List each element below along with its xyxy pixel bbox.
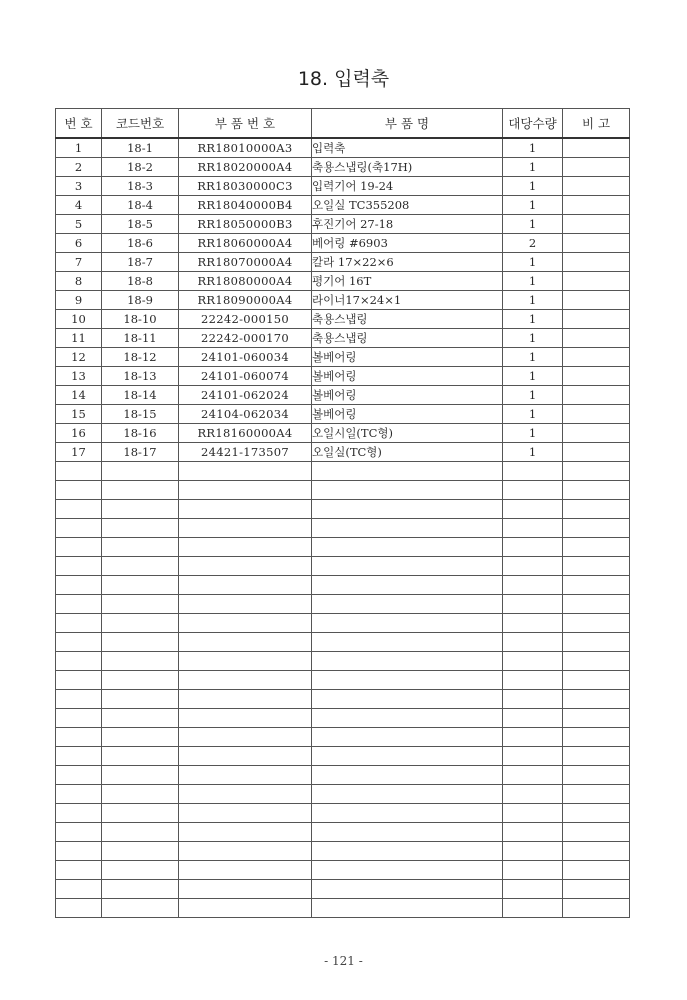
cell-name (312, 557, 503, 576)
cell-remark (563, 348, 630, 367)
cell-no: 15 (56, 405, 102, 424)
cell-remark (563, 576, 630, 595)
cell-remark (563, 462, 630, 481)
cell-code (102, 652, 179, 671)
cell-no (56, 538, 102, 557)
table-row (56, 177, 630, 196)
cell-remark (563, 424, 630, 443)
cell-name (312, 500, 503, 519)
empty-table-row (56, 728, 630, 747)
cell-code: 18-4 (102, 196, 179, 215)
empty-table-row (56, 519, 630, 538)
cell-name: 볼베어링 (312, 367, 503, 386)
table-row (56, 310, 630, 329)
table-row (56, 138, 630, 158)
cell-qty (503, 576, 563, 595)
cell-remark (563, 671, 630, 690)
cell-no (56, 880, 102, 899)
table-row (56, 291, 630, 310)
cell-part-no (179, 804, 312, 823)
cell-no: 10 (56, 310, 102, 329)
cell-no (56, 899, 102, 918)
cell-part-no (179, 481, 312, 500)
cell-qty (503, 861, 563, 880)
cell-part-no: 24101-062024 (179, 386, 312, 405)
cell-no: 3 (56, 177, 102, 196)
page-number: - 121 - (324, 954, 363, 968)
cell-code: 18-16 (102, 424, 179, 443)
cell-no: 13 (56, 367, 102, 386)
cell-part-no (179, 557, 312, 576)
cell-part-no: RR18060000A4 (179, 234, 312, 253)
table-header-row (56, 109, 630, 139)
cell-name (312, 728, 503, 747)
cell-part-no: 24104-062034 (179, 405, 312, 424)
table-body (56, 138, 630, 918)
cell-qty (503, 880, 563, 899)
cell-code: 18-15 (102, 405, 179, 424)
cell-qty: 1 (503, 177, 563, 196)
cell-part-no: RR18070000A4 (179, 253, 312, 272)
cell-qty: 1 (503, 329, 563, 348)
cell-name (312, 462, 503, 481)
cell-part-no (179, 880, 312, 899)
table-row (56, 405, 630, 424)
cell-no (56, 519, 102, 538)
empty-table-row (56, 861, 630, 880)
header-qty: 대당수량 (503, 109, 563, 139)
cell-no: 9 (56, 291, 102, 310)
table-row (56, 424, 630, 443)
cell-part-no: RR18040000B4 (179, 196, 312, 215)
cell-qty: 1 (503, 367, 563, 386)
cell-part-no: 24101-060034 (179, 348, 312, 367)
cell-part-no (179, 538, 312, 557)
header-name: 부 품 명 (312, 109, 503, 139)
cell-name (312, 595, 503, 614)
cell-qty: 1 (503, 348, 563, 367)
cell-no (56, 804, 102, 823)
header-no: 번 호 (56, 109, 102, 139)
table-row (56, 329, 630, 348)
empty-table-row (56, 690, 630, 709)
cell-remark (563, 234, 630, 253)
cell-remark (563, 595, 630, 614)
empty-table-row (56, 633, 630, 652)
header-code: 코드번호 (102, 109, 179, 139)
cell-qty (503, 462, 563, 481)
cell-part-no: 22242-000150 (179, 310, 312, 329)
cell-qty (503, 709, 563, 728)
cell-name: 평기어 16T (312, 272, 503, 291)
table-row (56, 443, 630, 462)
cell-no (56, 709, 102, 728)
cell-no (56, 595, 102, 614)
cell-name: 오일실(TC형) (312, 443, 503, 462)
cell-qty (503, 690, 563, 709)
cell-remark (563, 842, 630, 861)
cell-part-no: RR18090000A4 (179, 291, 312, 310)
cell-name (312, 766, 503, 785)
cell-name (312, 576, 503, 595)
cell-code (102, 462, 179, 481)
cell-part-no (179, 633, 312, 652)
cell-no: 12 (56, 348, 102, 367)
empty-table-row (56, 785, 630, 804)
cell-remark (563, 652, 630, 671)
cell-no: 7 (56, 253, 102, 272)
cell-code (102, 481, 179, 500)
cell-name (312, 709, 503, 728)
cell-part-no (179, 519, 312, 538)
cell-qty: 1 (503, 272, 563, 291)
cell-name (312, 747, 503, 766)
empty-table-row (56, 614, 630, 633)
empty-table-row (56, 880, 630, 899)
cell-name: 오일실 TC355208 (312, 196, 503, 215)
cell-code (102, 861, 179, 880)
cell-remark (563, 690, 630, 709)
cell-no (56, 842, 102, 861)
cell-name: 축용스냅링 (312, 310, 503, 329)
cell-no (56, 671, 102, 690)
cell-code: 18-10 (102, 310, 179, 329)
cell-remark (563, 823, 630, 842)
cell-qty: 1 (503, 405, 563, 424)
cell-remark (563, 899, 630, 918)
table-row (56, 253, 630, 272)
empty-table-row (56, 500, 630, 519)
cell-part-no (179, 500, 312, 519)
cell-name (312, 861, 503, 880)
cell-code (102, 671, 179, 690)
empty-table-row (56, 462, 630, 481)
cell-part-no: RR18160000A4 (179, 424, 312, 443)
cell-no: 11 (56, 329, 102, 348)
cell-no (56, 728, 102, 747)
cell-remark (563, 481, 630, 500)
cell-qty (503, 823, 563, 842)
cell-part-no (179, 709, 312, 728)
cell-name: 입력축 (312, 138, 503, 158)
cell-code (102, 766, 179, 785)
cell-name: 오일시일(TC형) (312, 424, 503, 443)
cell-remark (563, 310, 630, 329)
cell-code (102, 899, 179, 918)
cell-name (312, 633, 503, 652)
cell-name: 볼베어링 (312, 386, 503, 405)
cell-name (312, 538, 503, 557)
cell-code: 18-12 (102, 348, 179, 367)
table-row (56, 272, 630, 291)
cell-part-no: RR18080000A4 (179, 272, 312, 291)
cell-part-no (179, 462, 312, 481)
empty-table-row (56, 557, 630, 576)
cell-name: 축용스냅링(축17H) (312, 158, 503, 177)
cell-remark (563, 633, 630, 652)
cell-qty: 1 (503, 196, 563, 215)
cell-name: 볼베어링 (312, 348, 503, 367)
cell-qty: 1 (503, 158, 563, 177)
cell-code (102, 842, 179, 861)
empty-table-row (56, 709, 630, 728)
cell-qty: 1 (503, 310, 563, 329)
cell-part-no: RR18020000A4 (179, 158, 312, 177)
cell-qty (503, 671, 563, 690)
cell-name (312, 823, 503, 842)
cell-part-no: RR18030000C3 (179, 177, 312, 196)
cell-remark (563, 443, 630, 462)
cell-code (102, 614, 179, 633)
cell-remark (563, 253, 630, 272)
empty-table-row (56, 747, 630, 766)
cell-no (56, 747, 102, 766)
cell-code (102, 500, 179, 519)
cell-remark (563, 215, 630, 234)
cell-qty (503, 595, 563, 614)
cell-no: 6 (56, 234, 102, 253)
cell-name (312, 519, 503, 538)
cell-code: 18-3 (102, 177, 179, 196)
cell-no (56, 500, 102, 519)
cell-qty (503, 747, 563, 766)
cell-no (56, 823, 102, 842)
cell-no: 2 (56, 158, 102, 177)
cell-qty: 1 (503, 138, 563, 158)
cell-qty (503, 899, 563, 918)
cell-code (102, 880, 179, 899)
table-row (56, 158, 630, 177)
cell-remark (563, 728, 630, 747)
cell-code (102, 785, 179, 804)
cell-part-no (179, 576, 312, 595)
cell-remark (563, 785, 630, 804)
cell-qty (503, 538, 563, 557)
cell-remark (563, 861, 630, 880)
cell-no (56, 690, 102, 709)
cell-remark (563, 138, 630, 158)
cell-remark (563, 386, 630, 405)
cell-code (102, 557, 179, 576)
cell-name (312, 785, 503, 804)
cell-qty (503, 500, 563, 519)
page-title: 18. 입력축 (297, 68, 390, 90)
cell-name (312, 899, 503, 918)
cell-qty (503, 842, 563, 861)
table-row (56, 386, 630, 405)
cell-qty (503, 785, 563, 804)
cell-part-no (179, 899, 312, 918)
cell-no: 4 (56, 196, 102, 215)
table-row (56, 234, 630, 253)
table-row (56, 367, 630, 386)
cell-name: 후진기어 27-18 (312, 215, 503, 234)
header-part-no: 부 품 번 호 (179, 109, 312, 139)
cell-no (56, 462, 102, 481)
cell-qty: 1 (503, 215, 563, 234)
empty-table-row (56, 652, 630, 671)
cell-no: 5 (56, 215, 102, 234)
cell-qty (503, 728, 563, 747)
cell-code (102, 823, 179, 842)
cell-part-no (179, 823, 312, 842)
cell-qty (503, 519, 563, 538)
cell-remark (563, 500, 630, 519)
cell-qty (503, 614, 563, 633)
cell-name: 입력기어 19-24 (312, 177, 503, 196)
cell-code (102, 747, 179, 766)
empty-table-row (56, 481, 630, 500)
cell-remark (563, 519, 630, 538)
cell-part-no (179, 728, 312, 747)
cell-remark (563, 405, 630, 424)
cell-no (56, 614, 102, 633)
cell-no: 8 (56, 272, 102, 291)
empty-table-row (56, 576, 630, 595)
cell-part-no: RR18050000B3 (179, 215, 312, 234)
cell-code (102, 728, 179, 747)
cell-qty (503, 804, 563, 823)
cell-part-no: 24421-173507 (179, 443, 312, 462)
cell-code (102, 595, 179, 614)
cell-remark (563, 747, 630, 766)
cell-part-no (179, 614, 312, 633)
cell-code (102, 690, 179, 709)
empty-table-row (56, 899, 630, 918)
table-row (56, 196, 630, 215)
cell-code: 18-6 (102, 234, 179, 253)
cell-qty: 1 (503, 386, 563, 405)
cell-part-no (179, 652, 312, 671)
cell-remark (563, 367, 630, 386)
cell-qty (503, 652, 563, 671)
cell-part-no: 22242-000170 (179, 329, 312, 348)
cell-remark (563, 291, 630, 310)
cell-name (312, 671, 503, 690)
empty-table-row (56, 538, 630, 557)
cell-code (102, 538, 179, 557)
cell-code: 18-5 (102, 215, 179, 234)
cell-code: 18-9 (102, 291, 179, 310)
cell-name: 베어링 #6903 (312, 234, 503, 253)
cell-code: 18-11 (102, 329, 179, 348)
table-row (56, 348, 630, 367)
cell-remark (563, 766, 630, 785)
cell-no: 16 (56, 424, 102, 443)
cell-name: 칼라 17×22×6 (312, 253, 503, 272)
cell-name (312, 880, 503, 899)
cell-name: 축용스냅링 (312, 329, 503, 348)
cell-no: 14 (56, 386, 102, 405)
cell-part-no (179, 671, 312, 690)
cell-qty: 2 (503, 234, 563, 253)
empty-table-row (56, 804, 630, 823)
cell-code: 18-2 (102, 158, 179, 177)
cell-code (102, 519, 179, 538)
cell-name (312, 614, 503, 633)
cell-no (56, 652, 102, 671)
cell-qty: 1 (503, 291, 563, 310)
cell-no (56, 785, 102, 804)
cell-part-no (179, 690, 312, 709)
cell-no (56, 861, 102, 880)
cell-qty: 1 (503, 424, 563, 443)
cell-no (56, 557, 102, 576)
cell-remark (563, 538, 630, 557)
cell-no: 17 (56, 443, 102, 462)
cell-remark (563, 177, 630, 196)
cell-code: 18-1 (102, 138, 179, 158)
cell-qty: 1 (503, 443, 563, 462)
cell-name (312, 690, 503, 709)
cell-name: 볼베어링 (312, 405, 503, 424)
cell-code (102, 804, 179, 823)
cell-qty (503, 557, 563, 576)
cell-no (56, 633, 102, 652)
cell-part-no (179, 766, 312, 785)
cell-part-no: RR18010000A3 (179, 138, 312, 158)
cell-remark (563, 329, 630, 348)
cell-name (312, 652, 503, 671)
cell-name (312, 481, 503, 500)
cell-no: 1 (56, 138, 102, 158)
cell-remark (563, 196, 630, 215)
empty-table-row (56, 671, 630, 690)
cell-code (102, 633, 179, 652)
cell-qty: 1 (503, 253, 563, 272)
cell-part-no (179, 861, 312, 880)
cell-qty (503, 481, 563, 500)
cell-code: 18-8 (102, 272, 179, 291)
cell-code: 18-7 (102, 253, 179, 272)
cell-code (102, 576, 179, 595)
cell-name: 라이너17×24×1 (312, 291, 503, 310)
cell-qty (503, 633, 563, 652)
cell-name (312, 804, 503, 823)
cell-remark (563, 709, 630, 728)
table-row (56, 215, 630, 234)
header-remark: 비 고 (563, 109, 630, 139)
empty-table-row (56, 823, 630, 842)
cell-part-no (179, 747, 312, 766)
cell-code: 18-14 (102, 386, 179, 405)
empty-table-row (56, 595, 630, 614)
cell-code (102, 709, 179, 728)
cell-code: 18-13 (102, 367, 179, 386)
cell-part-no (179, 785, 312, 804)
cell-no (56, 766, 102, 785)
empty-table-row (56, 766, 630, 785)
parts-table (55, 108, 630, 918)
cell-remark (563, 158, 630, 177)
cell-qty (503, 766, 563, 785)
cell-code: 18-17 (102, 443, 179, 462)
cell-remark (563, 614, 630, 633)
cell-no (56, 481, 102, 500)
cell-part-no (179, 595, 312, 614)
cell-remark (563, 272, 630, 291)
cell-remark (563, 804, 630, 823)
cell-part-no: 24101-060074 (179, 367, 312, 386)
empty-table-row (56, 842, 630, 861)
cell-remark (563, 880, 630, 899)
cell-name (312, 842, 503, 861)
cell-part-no (179, 842, 312, 861)
cell-no (56, 576, 102, 595)
cell-remark (563, 557, 630, 576)
